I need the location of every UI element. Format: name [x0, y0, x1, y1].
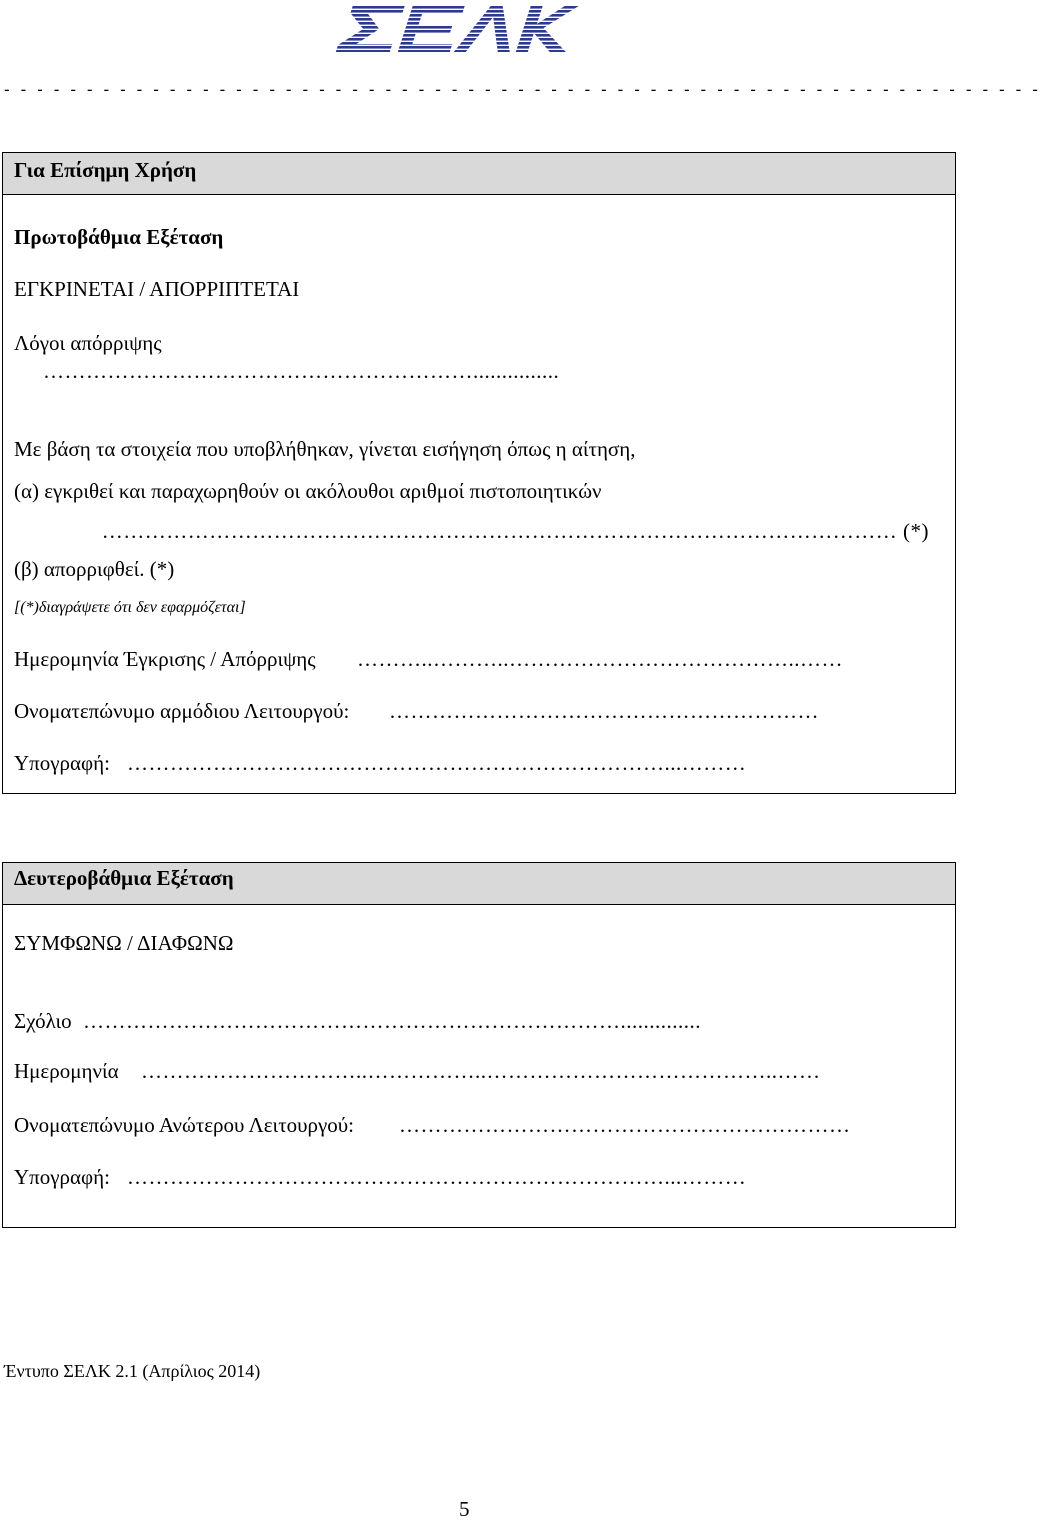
page-number: 5	[459, 1497, 470, 1521]
official-use-title: Για Επίσημη Χρήση	[14, 158, 197, 182]
option-a-text: (α) εγκριθεί και παραχωρηθούν οι ακόλουθοι αριθμοί πιστοποιητικών	[14, 479, 602, 503]
form-footer: Έντυπο ΣΕΛΚ 2.1 (Απρίλιος 2014)	[4, 1361, 261, 1381]
approval-date-label: Ημερομηνία Έγκρισης / Απόρριψης	[14, 647, 316, 671]
primary-decision-options[interactable]: ΕΓΚΡΙΝΕΤΑΙ / ΑΠΟΡΡΙΠΤΕΤΑΙ	[14, 277, 300, 301]
senior-officer-field[interactable]: ………………………………………………………	[399, 1113, 851, 1137]
recommendation-text: Με βάση τα στοιχεία που υποβλήθηκαν, γίνεται εισήγηση όπως η αίτηση,	[14, 437, 636, 461]
official-use-section	[2, 152, 956, 794]
option-b-text: (β) απορριφθεί. (*)	[14, 557, 175, 581]
rejection-reasons-field[interactable]: ……………………………………………………...............	[43, 359, 560, 383]
rejection-reasons-label: Λόγοι απόρριψης	[14, 331, 162, 355]
signature-label: Υπογραφή:	[14, 751, 110, 775]
secondary-exam-section	[2, 862, 956, 1228]
secondary-signature-field[interactable]: …………………………………………………………………...………	[127, 1165, 747, 1189]
primary-exam-title: Πρωτοβάθμια Εξέταση	[14, 225, 224, 249]
officer-name-field[interactable]: ……………………………………………………	[389, 699, 819, 723]
secondary-date-field[interactable]: …………………………..……………..…………………………………..……	[141, 1059, 821, 1083]
secondary-exam-header	[3, 863, 955, 905]
certificate-numbers-field[interactable]: ………………………………………………………………………………………………… (*)	[101, 519, 929, 543]
signature-field[interactable]: …………………………………………………………………...………	[127, 751, 747, 775]
officer-name-label: Ονοματεπώνυμο αρμόδιου Λειτουργού:	[14, 699, 350, 723]
senior-officer-label: Ονοματεπώνυμο Ανώτερου Λειτουργού:	[14, 1113, 355, 1137]
strike-out-note: [(*)διαγράψετε ότι δεν εφαρμόζεται]	[14, 599, 246, 616]
approval-date-field[interactable]: ………..………..…………………………………..……	[357, 647, 843, 671]
comment-field[interactable]: …………………………………………………………………..............	[83, 1009, 701, 1033]
dashed-separator: - - - - - - - - - - - - - - - - - - - - - - - - - - - - - - - - - - - - - - - - - - - - - - - - - - - - - - - - - - - - - - -	[4, 80, 1041, 99]
secondary-decision-options[interactable]: ΣΥΜΦΩΝΩ / ΔΙΑΦΩΝΩ	[14, 931, 234, 955]
official-use-header	[3, 153, 955, 195]
secondary-signature-label: Υπογραφή:	[14, 1165, 110, 1189]
selk-logo-graphic	[328, 2, 580, 56]
comment-label: Σχόλιο	[14, 1009, 72, 1033]
selk-logo	[328, 2, 580, 56]
secondary-date-label: Ημερομηνία	[14, 1059, 119, 1083]
secondary-exam-title: Δευτεροβάθμια Εξέταση	[14, 866, 234, 890]
